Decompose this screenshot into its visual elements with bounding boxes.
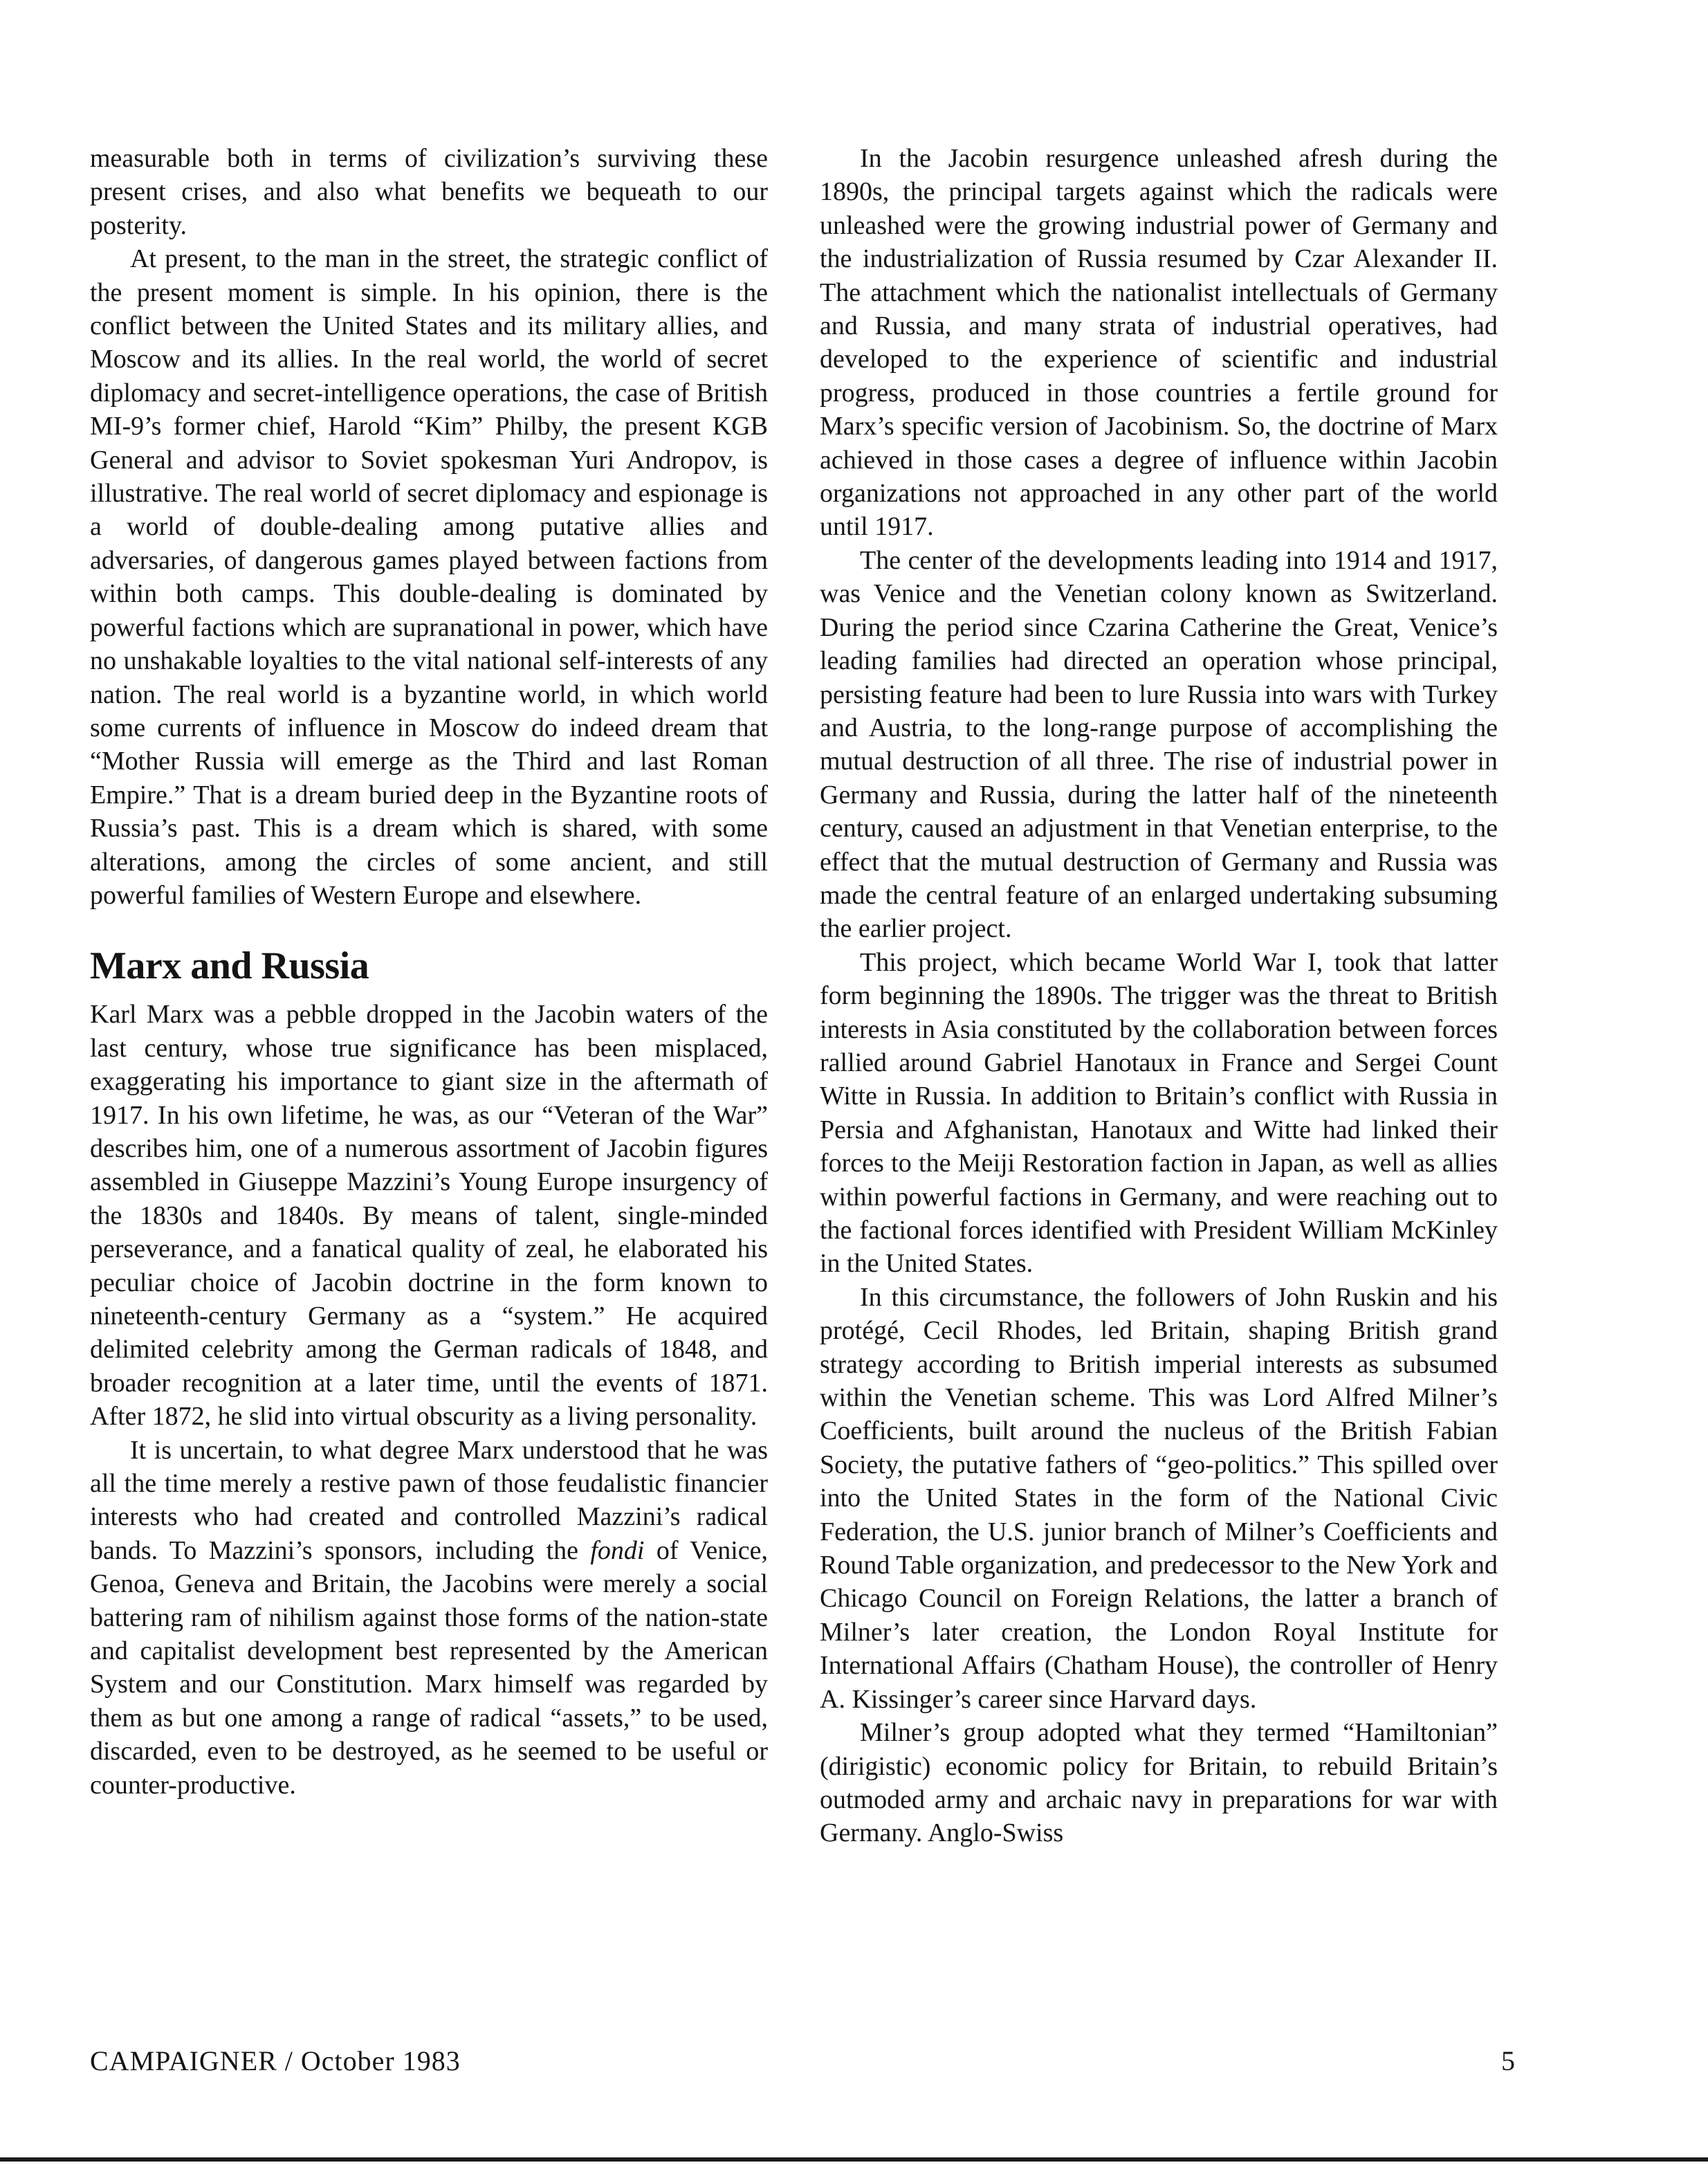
paragraph: This project, which became World War I, took that latter form beginning the 1890s. The trigger was the threat to British interests in Asia constituted by the collaboration between forces rallied around Gabriel Hanotaux in France and Sergei Count Witte in Russia. In addition to Britain’s conflict with Russia in Persia and Afghanistan, Hanotaux and Witte had linked their forces to the Meiji Restoration faction in Japan, as well as allies within powerful factions in Germany, and were reaching out to the factional forces identified with President William McKinley in the United States. xyxy=(820,947,1498,1279)
section-heading: Marx and Russia xyxy=(90,944,369,988)
paragraph: measurable both in terms of civilization’s surviving these present crises, and also what benefits we bequeath to our posterity. xyxy=(90,144,768,240)
paragraph: Karl Marx was a pebble dropped in the Jacobin waters of the last century, whose true significance has been misplaced, exaggerating his importance to giant size in the aftermath of 1917. In his own lifetime, he was, as our “Veteran of the War” describes him, one of a numerous assortment of Jacobin figures assembled in Giuseppe Mazzini’s Young Europe insurgency of the 1830s and 1840s. By means of talent, single-minded perseverance, and a fanatical quality of zeal, he elaborated his peculiar choice of Jacobin doctrine in the form known to nineteenth-century Germany as a “system.” He acquired delimited celebrity among the German radicals of 1848, and broader recognition at a later time, until the events of 1871. After 1872, he slid into virtual obscurity as a living personality. xyxy=(90,1000,768,1432)
right-column xyxy=(820,142,1498,1850)
paragraph: Milner’s group adopted what they termed “Hamiltonian” (dirigistic) economic policy for Britain, to rebuild Britain’s outmoded army and archaic navy in preparations for war with Germany. Anglo-Swiss xyxy=(820,1718,1498,1848)
page-number: 5 xyxy=(1501,2045,1515,2076)
italic-term: fondi xyxy=(590,1535,645,1565)
left-column xyxy=(90,142,768,1802)
paragraph: At present, to the man in the street, the strategic conflict of the present moment is simple. In his opinion, there is the conflict between the United States and its military allies, and Moscow and its allies. In the real world, the world of secret diplomacy and secret-intelligence operations, the case of British MI-9’s former chief, Harold “Kim” Philby, the present KGB General and advisor to Soviet spokesman Yuri Andropov, is illustrative. The real world of secret diplomacy and espionage is a world of double-dealing among putative allies and adversaries, of dangerous games played between factions from within both camps. This double-dealing is dominated by powerful factions which are supranational in power, which have no unshakable loyalties to the vital national self-interests of any nation. The real world is a byzantine world, in which world some currents of influence in Moscow do indeed dream that “Mother Russia will emerge as the Third and last Roman Empire.” That is a dream buried deep in the Byzantine roots of Russia’s past. This is a dream which is shared, with some alterations, among the circles of some ancient, and still powerful families of Western Europe and elsewhere. xyxy=(90,244,768,910)
bottom-edge xyxy=(0,2157,1708,2162)
paragraph-text: of Venice, Genoa, Geneva and Britain, the Jacobins were merely a social battering ram of nihilism against those forms of the nation-state and capitalist development best represented by the American System and our Constitution. Marx himself was regarded by them as but one among a range of radical “assets,” to be used, discarded, even to be destroyed, as he seemed to be useful or counter-productive. xyxy=(90,1535,769,1800)
paragraph: In the Jacobin resurgence unleashed afresh during the 1890s, the principal targets against which the radicals were unleashed were the growing industrial power of Germany and the industrialization of Russia resumed by Czar Alexander II. The attachment which the nationalist intellectuals of Germany and Russia, and many strata of industrial operatives, had developed to the experience of scientific and industrial progress, produced in those countries a fertile ground for Marx’s specific version of Jacobinism. So, the doctrine of Marx achieved in those cases a degree of influence within Jacobin organizations not approached in any other part of the world until 1917. xyxy=(820,144,1498,542)
paragraph: The center of the developments leading into 1914 and 1917, was Venice and the Venetian colony known as Switzerland. During the period since Czarina Catherine the Great, Venice’s leading families had directed an operation whose principal, persisting feature had been to lure Russia into wars with Turkey and Austria, to the long-range purpose of accomplishing the mutual destruction of all three. The rise of industrial power in Germany and Russia, during the latter half of the nineteenth century, caused an adjustment in that Venetian enterprise, to the effect that the mutual destruction of Germany and Russia was made the central feature of an enlarged undertaking subsuming the earlier project. xyxy=(820,545,1498,944)
paragraph: In this circumstance, the followers of John Ruskin and his protégé, Cecil Rhodes, led Britain, shaping British grand strategy according to British imperial interests as subsumed within the Venetian scheme. This was Lord Alfred Milner’s Coefficients, built around the nucleus of the British Fabian Society, the putative fathers of “geo-politics.” This spilled over into the United States in the form of the National Civic Federation, the U.S. junior branch of Milner’s Coefficients and Round Table organization, and predecessor to the New York and Chicago Council on Foreign Relations, the latter a branch of Milner’s later creation, the London Royal Institute for International Affairs (Chatham House), the controller of Henry A. Kissinger’s career since Harvard days. xyxy=(820,1282,1498,1714)
paragraph-text: It is uncertain, to what degree Marx understood that he was all the time merely a restive pawn of those feudalistic financier interests who had created and controlled Mazzini’s radical bands. To Mazzini’s sponsors, including the xyxy=(90,1435,768,1565)
publication-line: CAMPAIGNER / October 1983 xyxy=(90,2045,461,2076)
paragraph xyxy=(90,1434,768,1802)
